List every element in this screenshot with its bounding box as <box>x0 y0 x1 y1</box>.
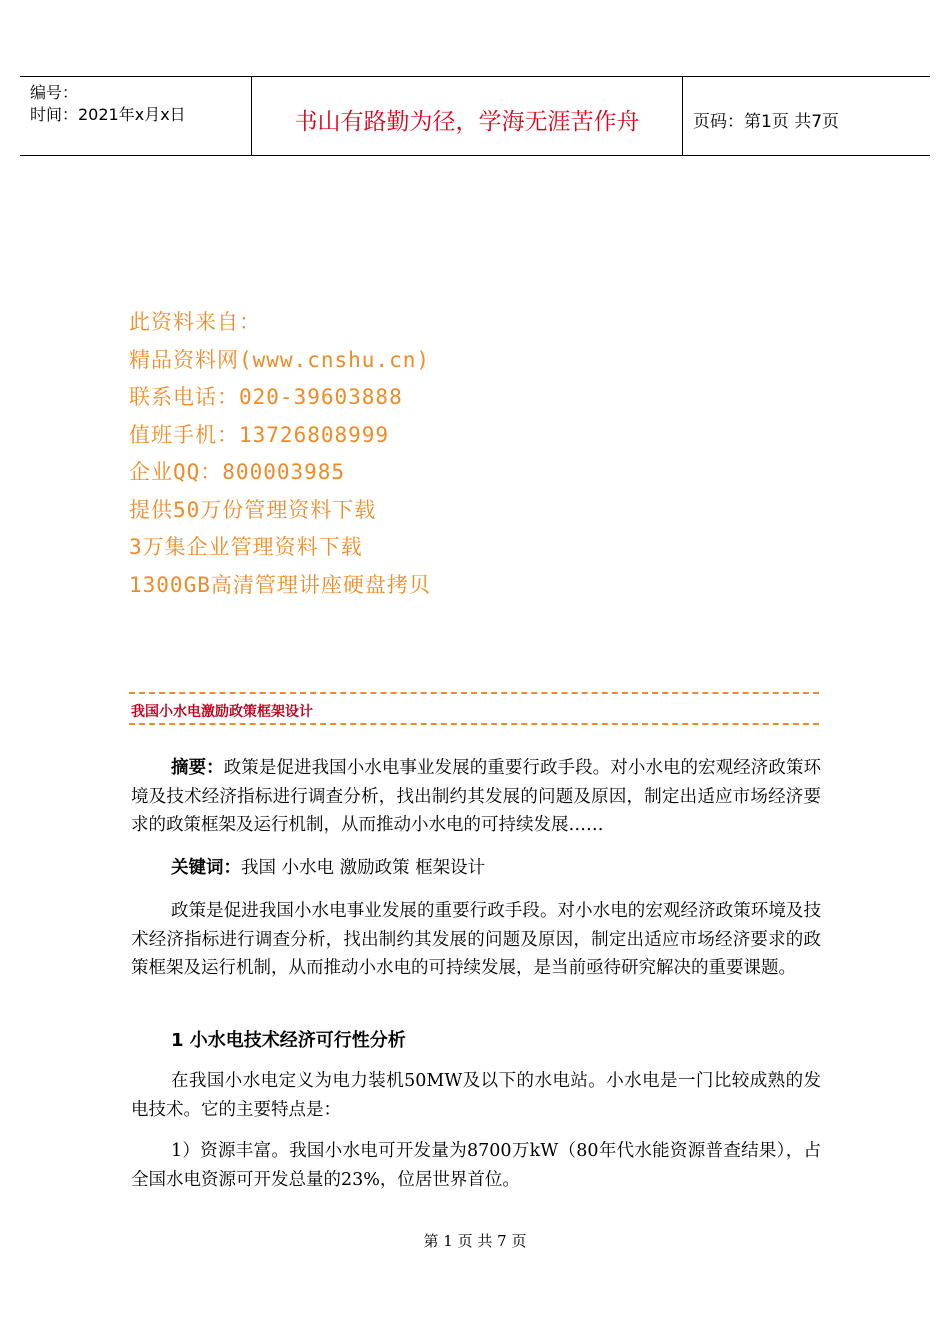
intro-paragraph: 政策是促进我国小水电事业发展的重要行政手段。对小水电的宏观经济政策环境及技术经济指标进行调查分析，找出制约其发展的问题及原因，制定出适应市场经济要求的政策框架及运行机制，从而推动小水电的可持续发展，是当前亟待研究解决的重要课题。 <box>131 901 821 978</box>
keywords-paragraph <box>131 854 821 883</box>
abstract-paragraph <box>131 754 821 840</box>
header-meta-cell <box>20 77 252 155</box>
keywords-label: 关键词： <box>171 858 241 878</box>
info-line: 1300GB高清管理讲座硬盘拷贝 <box>129 572 431 597</box>
header-page-cell <box>683 77 930 155</box>
page-footer <box>0 1230 950 1251</box>
source-info-block <box>129 304 431 604</box>
info-line: 联系电话：020-39603888 <box>129 385 403 409</box>
header-motto-cell <box>252 77 683 155</box>
dashed-divider-top <box>129 692 819 694</box>
keywords-text: 我国 小水电 激励政策 框架设计 <box>241 858 486 878</box>
document-number-label: 编号： <box>30 83 79 102</box>
info-line: 此资料来自： <box>129 310 261 334</box>
document-time-label: 时间：2021年x月x日 <box>30 105 186 124</box>
info-line: 提供50万份管理资料下载 <box>129 497 377 522</box>
info-line: 企业QQ：800003985 <box>129 460 346 484</box>
dashed-divider-bottom <box>129 723 819 725</box>
section-paragraph: 在我国小水电定义为电力装机50MW及以下的水电站。小水电是一门比较成熟的发电技术。它的主要特点是： <box>131 1071 821 1120</box>
info-line: 精品资料网(www.cnshu.cn) <box>129 347 431 372</box>
header-motto: 书山有路勤为径，学海无涯苦作舟 <box>294 109 640 135</box>
info-line: 值班手机：13726808999 <box>129 422 390 447</box>
footer-page-number: 第 1 页 共 7 页 <box>423 1232 527 1250</box>
document-header <box>20 76 930 156</box>
section-paragraph: 1）资源丰富。我国小水电可开发量为8700万kW（80年代水能资源普查结果），占全国水电资源可开发总量的23%，位居世界首位。 <box>131 1141 821 1190</box>
info-line: 3万集企业管理资料下载 <box>129 535 363 559</box>
header-page-info: 页码：第1页 共7页 <box>693 112 840 132</box>
abstract-label: 摘要： <box>171 758 224 778</box>
abstract-text: 政策是促进我国小水电事业发展的重要行政手段。对小水电的宏观经济政策环境及技术经济指标进行调查分析，找出制约其发展的问题及原因，制定出适应市场经济要求的政策框架及运行机制，从而推动小水电的可持续发展…… <box>131 758 822 835</box>
section-heading: 1 小水电技术经济可行性分析 <box>171 1030 406 1051</box>
article-title: 我国小水电激励政策框架设计 <box>131 704 313 720</box>
